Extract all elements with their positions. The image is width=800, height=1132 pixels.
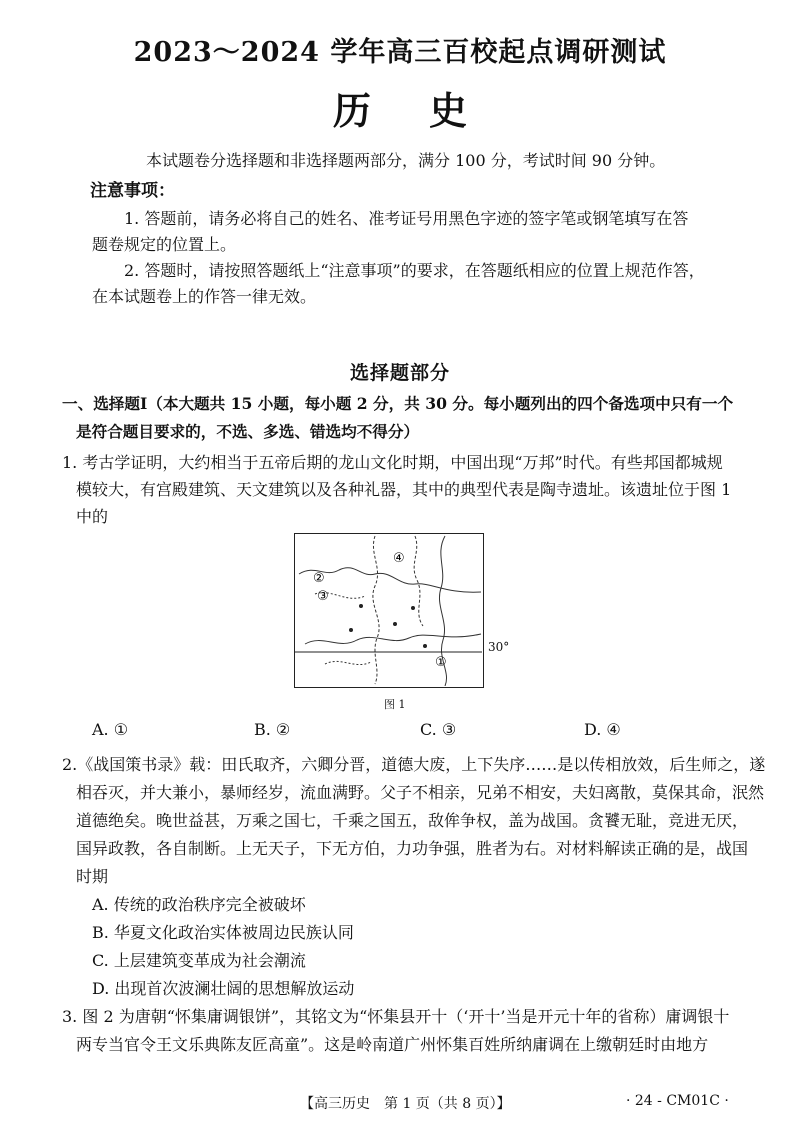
q2-line-3: 道德绝矣。晚世益甚，万乘之国七，千乘之国五，敌侔争权，盖为战国。贪饕无耻，竞进无厌， (76, 811, 749, 830)
q1-option-a: A. ① (92, 720, 129, 739)
q1-option-c: C. ③ (420, 720, 457, 739)
section-heading-line-2: 是符合题目要求的，不选、多选、错选均不得分） (76, 422, 420, 441)
notice-item-1-line-2: 题卷规定的位置上。 (92, 235, 237, 254)
q2-option-c: C. 上层建筑变革成为社会潮流 (92, 951, 306, 970)
notice-heading: 注意事项： (90, 181, 175, 201)
section-heading-line-1: 一、选择题Ⅰ（本大题共 15 小题，每小题 2 分，共 30 分。每小题列出的四个备选项中只有一个 (62, 394, 734, 413)
figure-1-caption: 图 1 (384, 698, 406, 711)
boundary-line (414, 536, 423, 626)
q1-line-2: 模较大，有宫殿建筑、天文建筑以及各种礼器，其中的典型代表是陶寺遗址。该遗址位于图 1 (76, 480, 732, 499)
q2-option-b: B. 华夏文化政治实体被周边民族认同 (92, 923, 354, 942)
site-dot (393, 622, 397, 626)
map-marker-1: ① (435, 655, 447, 670)
q1-option-d: D. ④ (584, 720, 621, 739)
site-dot (349, 628, 353, 632)
intro-text: 本试题卷分选择题和非选择题两部分，满分 100 分，考试时间 90 分钟。 (146, 151, 666, 170)
q1-line-1: 1. 考古学证明，大约相当于五帝后期的龙山文化时期，中国出现“万邦”时代。有些邦国都城规 (62, 453, 723, 472)
map-marker-4: ④ (393, 551, 405, 566)
q2-option-d: D. 出现首次波澜壮阔的思想解放运动 (92, 979, 355, 998)
figure-1-map (294, 533, 484, 688)
q2-line-2: 相吞灭，并大兼小，暴师经岁，流血满野。父子不相亲，兄弟不相安，夫妇离散，莫保其命，泯然 (76, 783, 765, 802)
notice-item-2-line-2: 在本试题卷上的作答一律无效。 (92, 287, 317, 306)
section-title: 选择题部分 (349, 362, 450, 384)
boundary-line (325, 661, 371, 664)
q2-option-a: A. 传统的政治秩序完全被破坏 (92, 895, 306, 914)
notice-item-2-line-1: 2. 答题时，请按照答题纸上“注意事项”的要求，在答题纸相应的位置上规范作答， (124, 261, 705, 280)
subject-title: 历史 (332, 88, 525, 133)
q1-option-b: B. ② (254, 720, 291, 739)
q3-line-1: 3. 图 2 为唐朝“怀集庸调银饼”，其铭文为“怀集县开十（‘开十’当是开元十年的省称）庸调银十 (62, 1007, 730, 1026)
q2-line-5: 时期 (76, 867, 109, 886)
q1-line-3: 中的 (76, 507, 109, 526)
map-latitude-label: 30° (488, 640, 510, 654)
river-line (305, 634, 481, 644)
footer-page-info: 【高三历史 第 1 页（共 8 页）】 (300, 1096, 511, 1112)
boundary-line (373, 536, 379, 684)
footer-code: · 24 - CM01C · (626, 1093, 729, 1109)
map-drawing (295, 534, 482, 686)
q3-line-2: 两专当官令王文乐典陈友匠高童”。这是岭南道广州怀集百姓所纳庸调在上缴朝廷时由地方 (76, 1035, 709, 1054)
q2-line-1: 2.《战国策书录》载：田氏取齐，六卿分晋，道德大废，上下失序……是以传相放效，后生师之，遂 (62, 755, 766, 774)
site-dot (359, 604, 363, 608)
exam-title: 2023～2024 学年高三百校起点调研测试 (133, 37, 667, 68)
site-dot (423, 644, 427, 648)
notice-item-1-line-1: 1. 答题前，请务必将自己的姓名、准考证号用黑色字迹的签字笔或钢笔填写在答 (124, 209, 689, 228)
map-marker-2: ② (313, 571, 325, 586)
site-dot (411, 606, 415, 610)
map-marker-3: ③ (317, 589, 329, 604)
q2-line-4: 国异政教，各自制断。上无天子，下无方伯，力功争强，胜者为右。对材料解读正确的是，战国 (76, 839, 749, 858)
